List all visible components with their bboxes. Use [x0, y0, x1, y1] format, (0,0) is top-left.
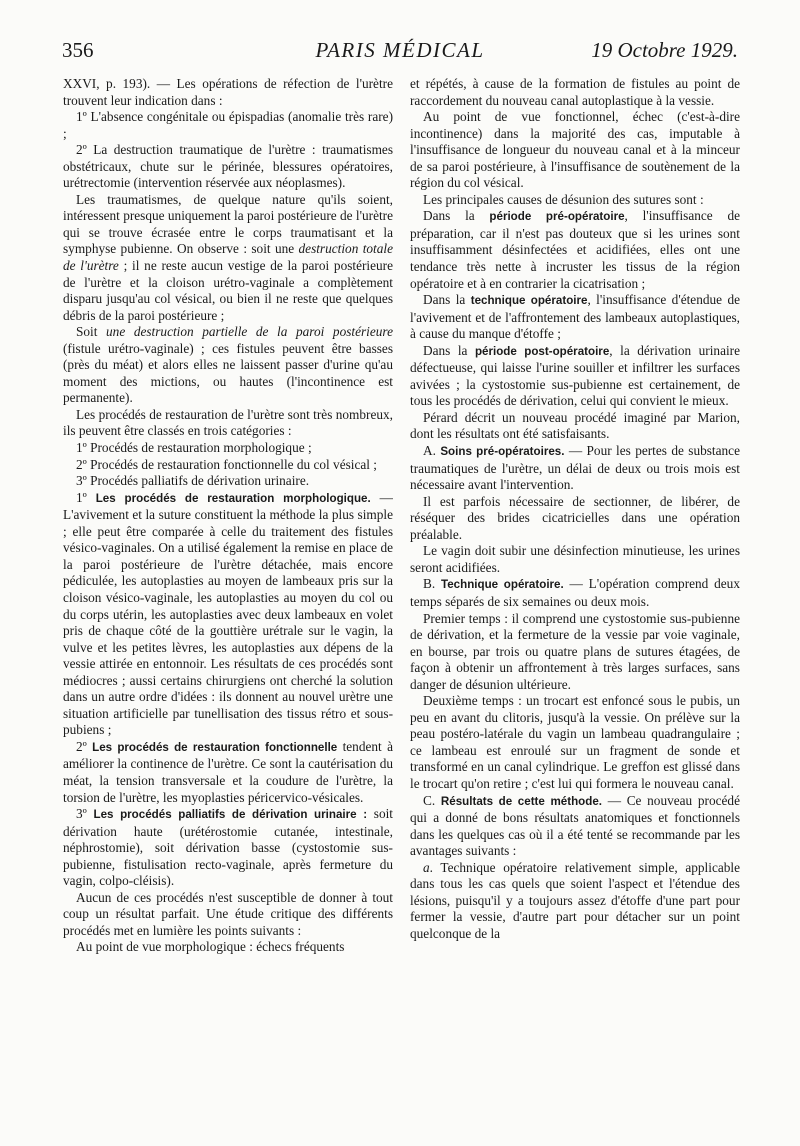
paragraph: a. Technique opératoire relativement simple, applicable dans tous les cas quels que soient l'aspect et l'étendue des lésions, puisqu'il y a toujours assez d'étoffe d'une part pour fermer la vessie, d'autre part pour détacher sur un point quelconque de la: [410, 859, 740, 941]
paragraph: Pérard décrit un nouveau procédé imaginé par Marion, dont les résultats ont été satisfaisants.: [410, 409, 740, 442]
paragraph: Deuxième temps : un trocart est enfoncé sous le pubis, un peu en avant du clitoris, jusqu'à la vessie. On prélève sur la peau postéro-latérale du vagin un lambeau quadrangulaire ; ce lambeau est enroulé sur un fragment de sonde et transformé en un canal cylindrique. Le greffon est glissé dans le trocart qu'on retire ; c'est lui qui formera le nouveau canal.: [410, 693, 740, 791]
paragraph: Dans la période pré-opératoire, l'insuffisance de préparation, car il n'est pas douteux que si les urines sont insuffisamment désinfectées et acidifiées, elles ont une tendance très nette à incruster les tissus de la région opératoire et à en contrarier la cicatrisation ;: [410, 208, 741, 291]
list-item: 3º Procédés palliatifs de dérivation urinaire.: [76, 473, 310, 489]
paragraph: Au point de vue fonctionnel, échec (c'est-à-dire incontinence) dans la majorité des cas, imputable à l'insuffisance de longueur du nouveau canal et à la minceur de sa paroi postérieure, à l'insuffisance de soutènement de la région du col vésical.: [410, 109, 740, 191]
paragraph: Soit une destruction partielle de la paroi postérieure (fistule urétro-vaginale) ; ces fistules peuvent être basses (près du méat) et alors elles ne laissent passer d'urine qu'au moment des mictions, ou hautes (l'incontinence est permanente).: [63, 324, 393, 406]
right-column: [410, 76, 740, 942]
page-number: 356: [62, 38, 94, 62]
left-column: [63, 76, 393, 956]
paragraph: Les traumatismes, de quelque nature qu'ils soient, intéressent presque uniquement la paroi postérieure de l'urètre qui se trouve écrasée entre le corps traumatisant et la symphyse pubienne. On observe : soit une destruction totale de l'urètre ; il ne reste aucun vestige de la paroi postérieure de l'urètre et la cloison urétro-vaginale a complètement disparu jusqu'au col vésical, ou bien il ne reste que quelques débris de la paroi postérieure ;: [63, 191, 393, 323]
paragraph: Dans la période post-opératoire, la dérivation urinaire défectueuse, qui laisse l'urine souiller et infiltrer les surfaces avivées ; la cystostomie sus-pubienne est certainement, de tous les procédés de dérivation, celui qui convient le mieux.: [410, 342, 740, 409]
paragraph: Au point de vue morphologique : échecs fréquents: [76, 939, 345, 955]
section-paragraph: B. Technique opératoire. — L'opération comprend deux temps séparés de six semaines ou deux mois.: [410, 576, 740, 609]
section-paragraph: A. Soins pré-opératoires. — Pour les pertes de substance traumatiques de l'urètre, un délai de deux ou trois mois est nécessaire avant l'intervention.: [410, 443, 740, 493]
paragraph: Il est parfois nécessaire de sectionner, de libérer, de réséquer des brides cicatricielles dans une opération préalable.: [410, 493, 740, 542]
paragraph: Dans la technique opératoire, l'insuffisance d'étendue de l'avivement et de l'affrontement des lambeaux autoplastiques, à cause du manque d'étoffe ;: [410, 292, 741, 342]
journal-title: PARIS MÉDICAL: [315, 38, 485, 62]
list-item: 2º Procédés de restauration fonctionnelle du col vésical ;: [76, 456, 377, 472]
paragraph: Le vagin doit subir une désinfection minutieuse, les urines seront acidifiées.: [410, 543, 740, 575]
paragraph: 1º L'absence congénitale ou épispadias (anomalie très rare) ;: [63, 109, 393, 141]
section-paragraph: 2º Les procédés de restauration fonctionnelle tendent à améliorer la continence de l'urètre. Ce sont la cautérisation du méat, la tension transversale et la coudure de l'urètre, la torsion de l'urètre, les myoplasties péricervico-vésicales.: [63, 738, 393, 805]
paragraph: Les principales causes de désunion des sutures sont :: [423, 191, 704, 207]
paragraph: Premier temps : il comprend une cystostomie sus-pubienne de dérivation, et la fermeture de la vessie par voie vaginale, en bourse, par trois ou quatre plans de sutures étagées, de façon à obtenir un affrontement à très larges surfaces, sans danger de désunion ultérieure.: [410, 610, 740, 692]
section-paragraph: 3º Les procédés palliatifs de dérivation urinaire : soit dérivation haute (urétérostomie cutanée, intestinale, néphrostomie), soit dérivation basse (cystostomie sus-pubienne, fistulisation recto-vaginale, après fermeture du vagin, colpo-cléisis).: [63, 806, 393, 889]
paragraph: et répétés, à cause de la formation de fistules au point de raccordement du nouveau canal autoplastique à la vessie.: [410, 76, 740, 108]
issue-date: 19 Octobre 1929.: [591, 38, 738, 62]
page-header: [62, 38, 738, 70]
section-paragraph: C. Résultats de cette méthode. — Ce nouveau procédé qui a donné de bons résultats anatomiques et fonctionnels dans les quelques cas où il a été tenté se recommande par les avantages suivants :: [410, 792, 740, 859]
section-paragraph: 1º Les procédés de restauration morphologique. — L'avivement et la suture constituent la méthode la plus simple ; elle peut être comparée à celle du traitement des fistules vésico-vaginales. On a utilisé également la remise en place de la paroi postérieure de l'urètre détachée, mais encore pédiculée, les autoplasties au moyen de lambeaux pris sur la cloison vésico-vaginale, les autoplasties au moyen du col ou du corps utérin, les autoplasties avec deux lambeaux en volet pris de chaque côté de la gouttière urétrale sur le vagin, la vulve et les petites lèvres, les autoplasties aux dépens de la vessie attirée en entonnoir. Les résultats de ces procédés sont médiocres ; aussi certains chirurgiens ont cherché la solution dans un autre ordre d'idées : ils donnent au nouvel urètre une situation artificielle par tunellisation des tissus rétro et sous-pubiens ;: [63, 489, 393, 738]
paragraph: 2º La destruction traumatique de l'urètre : traumatismes obstétricaux, chute sur le périnée, blessures opératoires, urétrectomie (intervention réservée aux néoplasmes).: [63, 142, 393, 191]
paragraph: Aucun de ces procédés n'est susceptible de donner à tout coup un résultat parfait. Une étude critique des différents procédés met en lumière les points suivants :: [63, 889, 393, 938]
paragraph: XXVI, p. 193). — Les opérations de réfection de l'urètre trouvent leur indication dans :: [63, 76, 393, 108]
list-item: 1º Procédés de restauration morphologique ;: [76, 440, 312, 456]
paragraph: Les procédés de restauration de l'urètre sont très nombreux, ils peuvent être classés en trois catégories :: [63, 406, 393, 439]
